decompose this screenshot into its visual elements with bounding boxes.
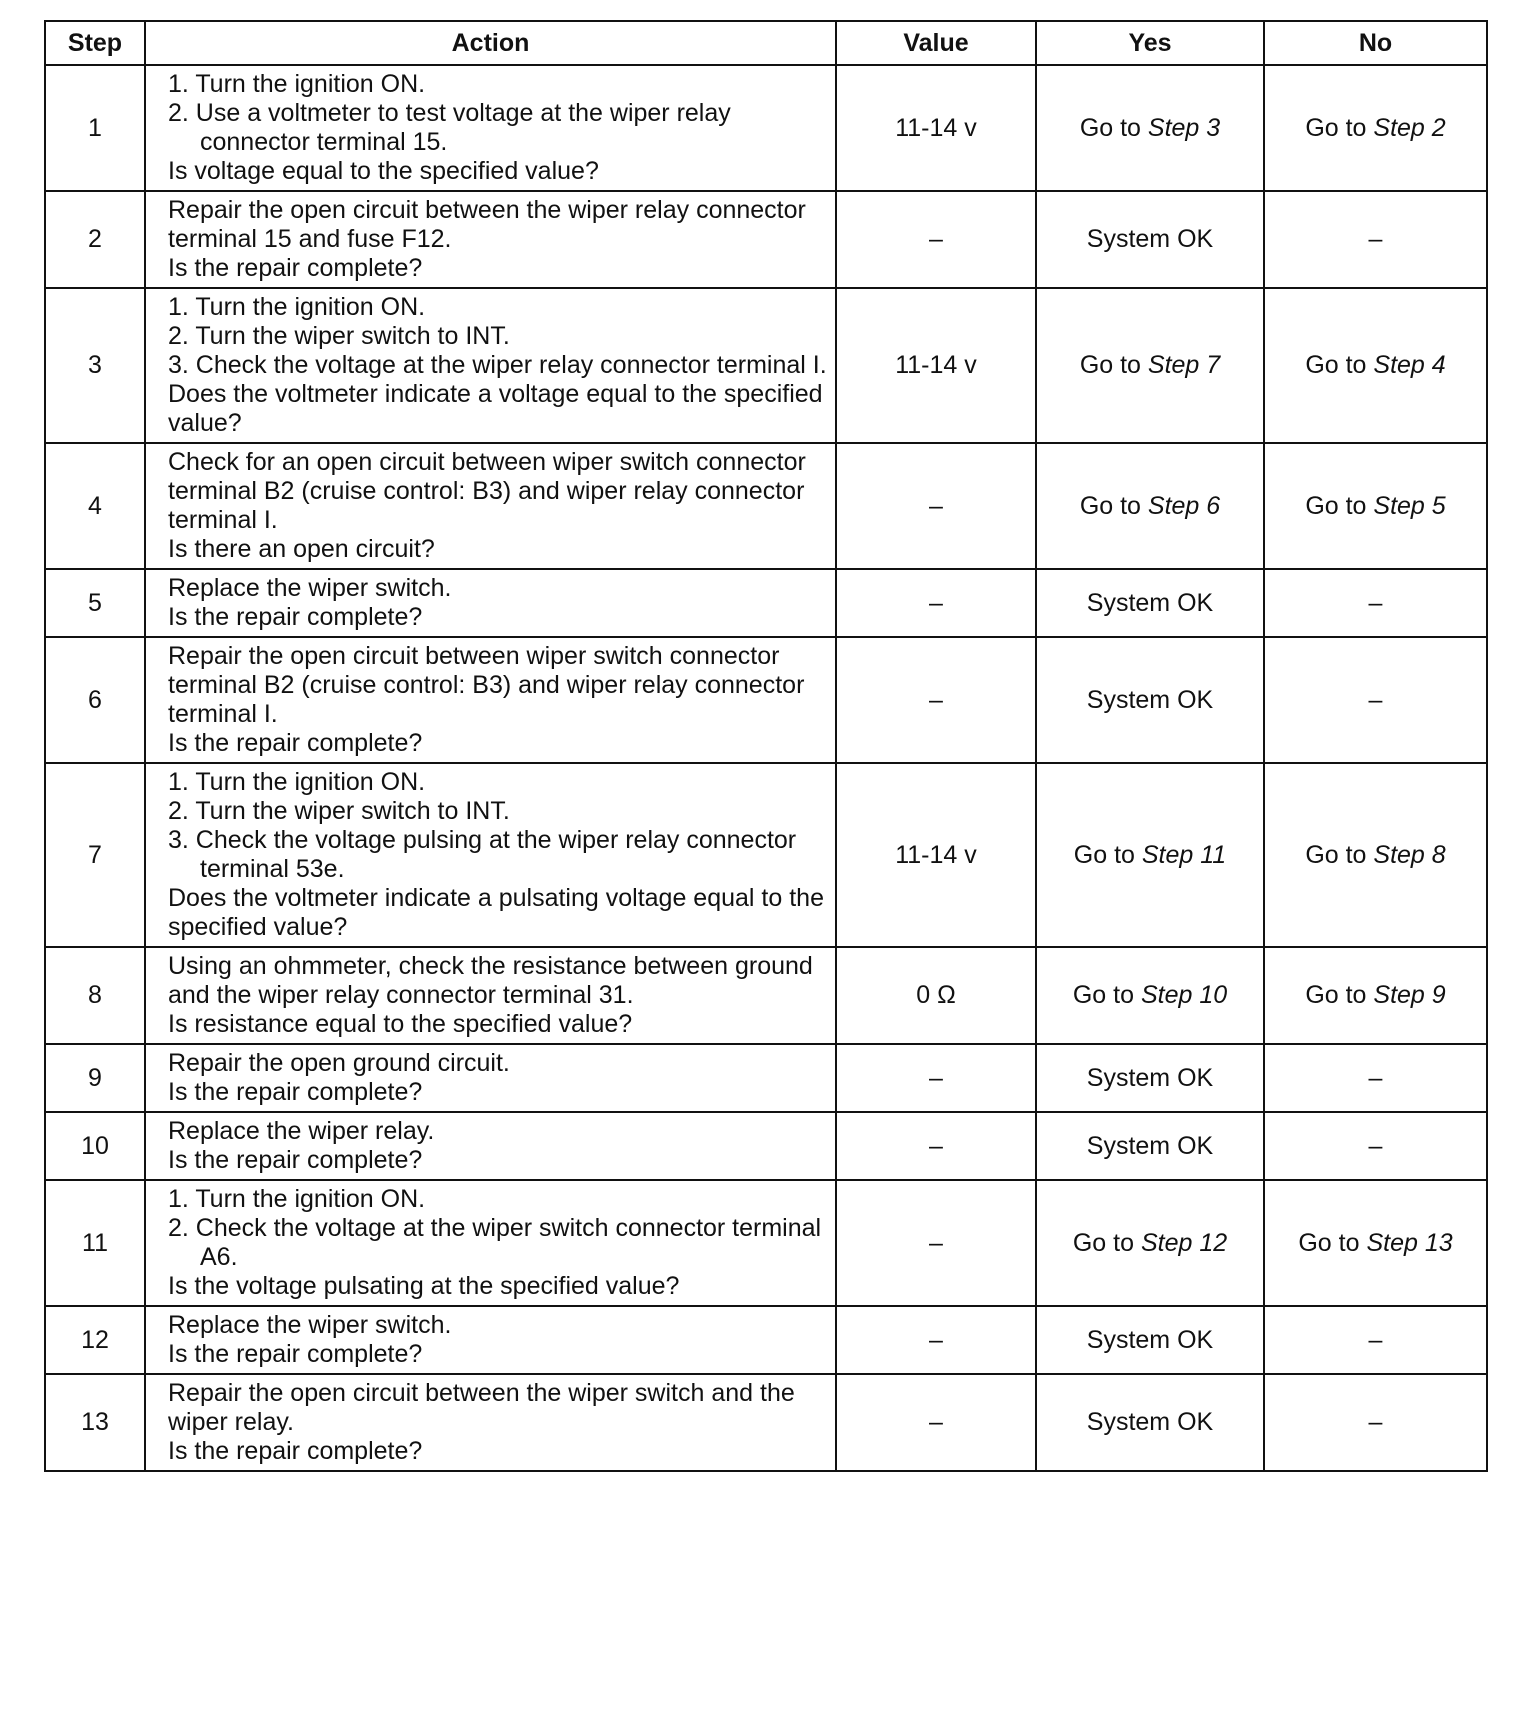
step-number: 3: [45, 288, 145, 443]
action-line: Is the repair complete?: [168, 1146, 423, 1174]
step-number: 6: [45, 637, 145, 763]
table-row: [45, 1374, 1487, 1471]
yes-step-ref: Step 10: [1140, 981, 1228, 1009]
step-number: 13: [45, 1374, 145, 1471]
yes-step-ref: Step 7: [1147, 351, 1221, 379]
action-line: Is the repair complete?: [168, 1078, 423, 1106]
no-cell: [1264, 1374, 1487, 1471]
no-text: –: [1368, 1063, 1383, 1092]
no-step-ref: Step 9: [1373, 981, 1446, 1009]
yes-text: Go to: [1079, 491, 1148, 520]
no-text: –: [1368, 588, 1383, 617]
table-row: [45, 1044, 1487, 1112]
table-row: [45, 947, 1487, 1044]
action-line: Is the voltage pulsating at the specified value?: [168, 1272, 680, 1300]
step-number: 10: [45, 1112, 145, 1180]
action-line: Is the repair complete?: [168, 603, 423, 631]
yes-cell: [1036, 1180, 1264, 1306]
action-line: 2. Turn the wiper switch to INT.: [168, 797, 510, 825]
no-text: Go to: [1305, 351, 1374, 379]
value-cell: –: [836, 443, 1036, 569]
value-cell: –: [836, 1374, 1036, 1471]
yes-cell: [1036, 1044, 1264, 1112]
value-cell: –: [836, 1180, 1036, 1306]
yes-text: Go to: [1079, 351, 1148, 379]
step-number: 1: [45, 65, 145, 191]
yes-text: System OK: [1086, 1131, 1214, 1160]
yes-text: Go to: [1072, 1228, 1141, 1257]
action-line: Is resistance equal to the specified value?: [168, 1010, 633, 1038]
yes-cell: [1036, 1112, 1264, 1180]
action-line: Repair the open circuit between wiper switch connector terminal B2 (cruise control: B3) and wiper relay connector terminal I.: [168, 642, 805, 728]
step-number: 9: [45, 1044, 145, 1112]
yes-cell: [1036, 637, 1264, 763]
no-cell: [1264, 763, 1487, 947]
step-number: 4: [45, 443, 145, 569]
no-step-ref: Step 13: [1366, 1228, 1453, 1257]
value-cell: –: [836, 1044, 1036, 1112]
value-cell: –: [836, 1112, 1036, 1180]
no-step-ref: Step 2: [1373, 113, 1446, 142]
action-line: Using an ohmmeter, check the resistance between ground and the wiper relay connector terminal 31.: [168, 952, 813, 1009]
action-line: Repair the open circuit between the wiper relay connector terminal 15 and fuse F12.: [168, 196, 806, 253]
action-line: Is the repair complete?: [168, 254, 423, 282]
action-cell: [145, 569, 836, 637]
no-step-ref: Step 8: [1373, 840, 1446, 869]
step-number: 11: [45, 1180, 145, 1306]
no-text: –: [1368, 1408, 1383, 1436]
yes-text: System OK: [1086, 685, 1214, 714]
action-cell: [145, 1044, 836, 1112]
no-text: –: [1368, 1325, 1383, 1354]
action-line: Repair the open ground circuit.: [168, 1049, 510, 1077]
yes-cell: [1036, 1306, 1264, 1374]
header-step: Step: [45, 21, 145, 65]
table-row: [45, 569, 1487, 637]
action-line: Repair the open circuit between the wiper switch and the wiper relay.: [168, 1379, 795, 1436]
no-step-ref: Step 4: [1373, 351, 1446, 379]
no-text: –: [1368, 685, 1383, 714]
action-cell: [145, 637, 836, 763]
no-cell: [1264, 1112, 1487, 1180]
yes-step-ref: Step 11: [1141, 840, 1227, 869]
action-cell: [145, 191, 836, 288]
value-cell: –: [836, 637, 1036, 763]
yes-cell: [1036, 569, 1264, 637]
yes-text: System OK: [1086, 1063, 1214, 1092]
value-cell: –: [836, 569, 1036, 637]
action-line: Does the voltmeter indicate a pulsating voltage equal to the specified value?: [168, 884, 824, 941]
no-cell: [1264, 191, 1487, 288]
action-cell: [145, 1306, 836, 1374]
yes-text: Go to: [1072, 981, 1141, 1009]
value-cell: 11-14 v: [836, 65, 1036, 191]
action-line: 2. Turn the wiper switch to INT.: [168, 322, 510, 350]
yes-cell: [1036, 1374, 1264, 1471]
action-line: 1. Turn the ignition ON.: [168, 293, 426, 321]
action-line: 3. Check the voltage pulsing at the wiper relay connector terminal 53e.: [168, 826, 797, 883]
value-cell: 0 Ω: [836, 947, 1036, 1044]
no-cell: [1264, 1180, 1487, 1306]
yes-cell: [1036, 763, 1264, 947]
action-line: 2. Check the voltage at the wiper switch connector terminal A6.: [168, 1214, 822, 1271]
diagnostic-table: [44, 20, 1488, 1472]
yes-text: System OK: [1086, 1408, 1214, 1436]
header-action: Action: [145, 21, 836, 65]
table-row: [45, 191, 1487, 288]
value-cell: 11-14 v: [836, 763, 1036, 947]
yes-step-ref: Step 12: [1140, 1228, 1228, 1257]
table-row: [45, 637, 1487, 763]
action-cell: [145, 1374, 836, 1471]
yes-cell: [1036, 443, 1264, 569]
no-step-ref: Step 5: [1373, 491, 1446, 520]
action-line: Replace the wiper relay.: [168, 1117, 435, 1145]
yes-cell: [1036, 947, 1264, 1044]
table-row: [45, 443, 1487, 569]
action-line: 1. Turn the ignition ON.: [168, 768, 426, 796]
action-line: Is the repair complete?: [168, 1340, 423, 1368]
table-row: [45, 1180, 1487, 1306]
yes-text: System OK: [1086, 1325, 1214, 1354]
no-cell: [1264, 65, 1487, 191]
table-row: [45, 763, 1487, 947]
no-cell: [1264, 1044, 1487, 1112]
no-text: Go to: [1305, 981, 1374, 1009]
yes-step-ref: Step 6: [1147, 491, 1221, 520]
yes-text: System OK: [1086, 225, 1214, 253]
step-number: 5: [45, 569, 145, 637]
no-cell: [1264, 288, 1487, 443]
action-line: Replace the wiper switch.: [168, 574, 452, 602]
step-number: 8: [45, 947, 145, 1044]
action-cell: [145, 443, 836, 569]
action-line: Is voltage equal to the specified value?: [168, 157, 599, 185]
no-cell: [1264, 1306, 1487, 1374]
action-cell: [145, 763, 836, 947]
no-cell: [1264, 947, 1487, 1044]
table-body: [45, 65, 1487, 1471]
action-cell: [145, 1180, 836, 1306]
step-number: 12: [45, 1306, 145, 1374]
no-text: Go to: [1305, 113, 1374, 142]
yes-cell: [1036, 191, 1264, 288]
yes-text: System OK: [1086, 588, 1214, 617]
action-line: Does the voltmeter indicate a voltage equal to the specified value?: [168, 380, 823, 437]
no-cell: [1264, 443, 1487, 569]
no-text: Go to: [1305, 491, 1374, 520]
value-cell: 11-14 v: [836, 288, 1036, 443]
table-row: [45, 65, 1487, 191]
action-line: 1. Turn the ignition ON.: [168, 1185, 426, 1213]
no-cell: [1264, 569, 1487, 637]
action-line: 1. Turn the ignition ON.: [168, 70, 426, 98]
action-line: Is there an open circuit?: [168, 535, 435, 563]
table-row: [45, 1112, 1487, 1180]
header-yes: Yes: [1036, 21, 1264, 65]
value-cell: –: [836, 191, 1036, 288]
header-value: Value: [836, 21, 1036, 65]
no-text: –: [1368, 1131, 1383, 1160]
action-line: Check for an open circuit between wiper switch connector terminal B2 (cruise control: B3) and wiper relay connector terminal I.: [168, 448, 806, 534]
yes-text: Go to: [1079, 113, 1148, 142]
value-cell: –: [836, 1306, 1036, 1374]
yes-step-ref: Step 3: [1147, 113, 1221, 142]
table-row: [45, 288, 1487, 443]
action-cell: [145, 947, 836, 1044]
no-text: –: [1368, 225, 1383, 253]
action-cell: [145, 65, 836, 191]
step-number: 7: [45, 763, 145, 947]
yes-cell: [1036, 288, 1264, 443]
no-text: Go to: [1305, 840, 1374, 869]
table-row: [45, 1306, 1487, 1374]
action-line: Is the repair complete?: [168, 729, 423, 757]
step-number: 2: [45, 191, 145, 288]
yes-text: Go to: [1073, 840, 1142, 869]
action-line: 3. Check the voltage at the wiper relay connector terminal I.: [168, 351, 827, 379]
action-cell: [145, 1112, 836, 1180]
action-cell: [145, 288, 836, 443]
action-line: Is the repair complete?: [168, 1437, 423, 1465]
action-line: 2. Use a voltmeter to test voltage at the wiper relay connector terminal 15.: [168, 99, 731, 156]
header-row: [45, 21, 1487, 65]
yes-cell: [1036, 65, 1264, 191]
no-text: Go to: [1298, 1228, 1367, 1257]
header-no: No: [1264, 21, 1487, 65]
no-cell: [1264, 637, 1487, 763]
action-line: Replace the wiper switch.: [168, 1311, 452, 1339]
